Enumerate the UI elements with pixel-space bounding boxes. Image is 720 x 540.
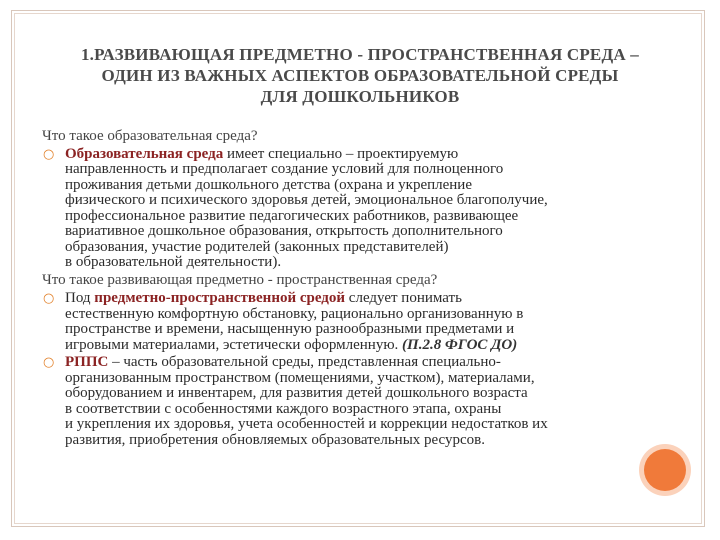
fgos-reference: (П.2.8 ФГОС ДО) [402, 336, 518, 353]
title-line-1: 1.РАЗВИВАЮЩАЯ ПРЕДМЕТНО - ПРОСТРАНСТВЕННАЯ СРЕДА – [80, 45, 639, 64]
bullet-icon: ○ [43, 291, 55, 306]
item1-line-1-text: имеет специально – проектируемую [223, 145, 459, 162]
item2-line-1 [65, 291, 632, 307]
bullet-icon: ○ [43, 146, 55, 162]
item2-line-4-text: игровыми материалами, эстетически оформленную. [65, 336, 399, 353]
question-developing-environment: Что такое развивающая предметно - пространственная среда? [42, 271, 438, 288]
title-line-2: ОДИН ИЗ ВАЖНЫХ АСПЕКТОВ ОБРАЗОВАТЕЛЬНОЙ СРЕДЫ [101, 66, 619, 85]
item2-line-3: пространстве и времени, насыщенную разнообразными предметами и [65, 321, 515, 337]
item3-line-3: оборудованием и инвентарем, для развития детей дошкольного возраста [65, 385, 528, 401]
item3-line-1-text: – часть образовательной среды, представленная специально- [108, 354, 501, 370]
item1-line-5: профессиональное развитие педагогических работников, развивающее [65, 207, 519, 224]
question-educational-environment: Что такое образовательная среда? [42, 128, 258, 144]
slide-title [40, 44, 680, 107]
item1-line-7: образования, участие родителей (законных представителей) [65, 238, 449, 255]
term-subject-spatial-environment: предметно-пространственной средой [94, 290, 346, 306]
bullet-item-educational-environment [42, 147, 632, 271]
item2-prefix: Под [65, 290, 95, 306]
slide-body [42, 129, 632, 450]
item2-line-2: естественную комфортную обстановку, рационально организованную в [65, 305, 524, 322]
item3-line-1 [65, 355, 632, 371]
item2-line-1-text: следует понимать [345, 290, 462, 306]
title-line-3: ДЛЯ ДОШКОЛЬНИКОВ [260, 87, 460, 106]
item3-line-4: в соответствии с особенностями каждого возрастного этапа, охраны [65, 400, 502, 417]
item1-line-4: физического и психического здоровья детей, эмоциональное благополучие, [65, 192, 548, 208]
term-educational-environment: Образовательная среда [65, 145, 224, 162]
item1-line-8: в образовательной деятельности). [65, 254, 282, 270]
item3-line-5: и укрепления их здоровья, учета особенностей и коррекции недостатков их [65, 416, 548, 432]
item3-line-6: развития, приобретения обновляемых образовательных ресурсов. [65, 431, 485, 448]
item3-line-2: организованным пространством (помещениями, участком), материалами, [65, 369, 535, 386]
item1-line-3: проживания детьми дошкольного детства (охрана и укрепление [65, 176, 472, 193]
decorative-orange-circle [644, 449, 686, 491]
item1-line-1 [65, 147, 632, 163]
bullet-icon: ○ [43, 355, 55, 370]
bullet-item-rpps [42, 355, 632, 448]
bullet-item-subject-spatial-environment [42, 291, 632, 353]
item1-line-6: вариативное дошкольное образования, открытость дополнительного [65, 223, 503, 239]
item2-line-4 [65, 338, 632, 354]
term-rpps: РППС [65, 354, 109, 370]
item1-line-2: направленность и предполагает создание условий для полноценного [65, 161, 504, 177]
